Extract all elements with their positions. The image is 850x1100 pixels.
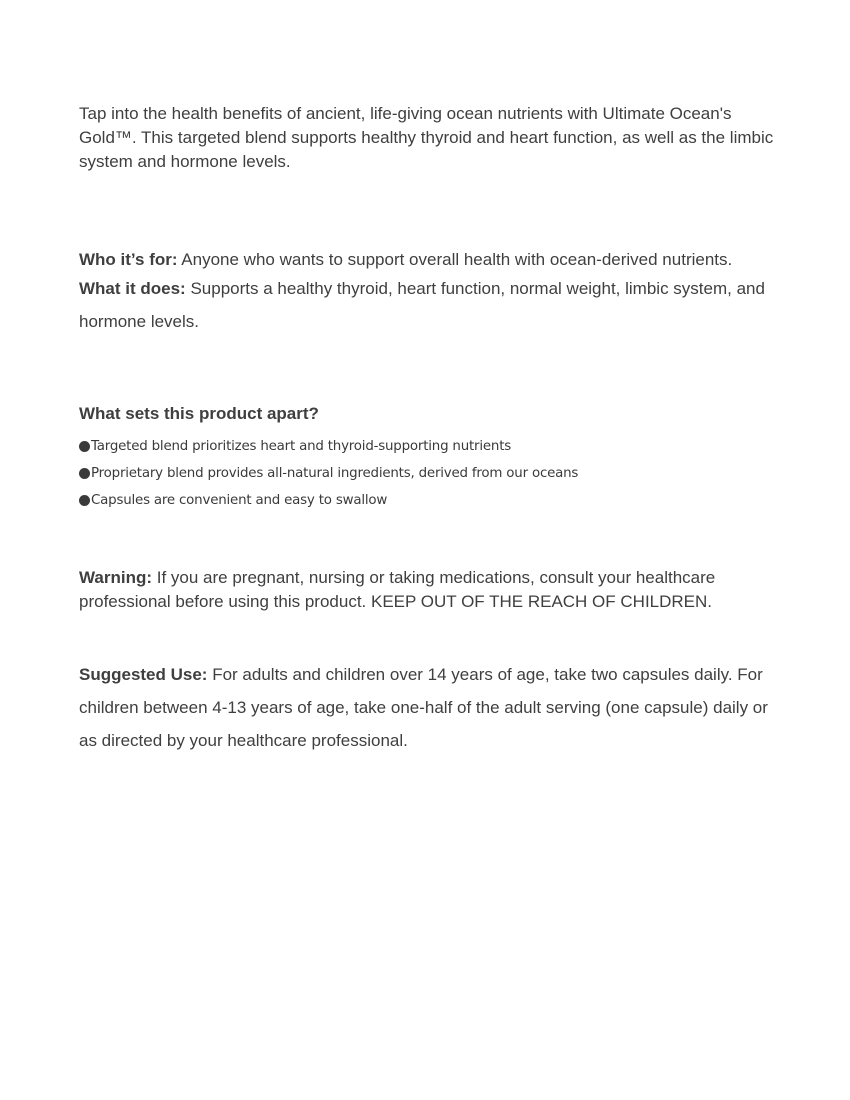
product-apart-heading: What sets this product apart?: [79, 404, 319, 423]
what-it-does-paragraph: [79, 272, 779, 338]
who-its-for-text: Anyone who wants to support overall health with ocean-derived nutrients.: [177, 250, 733, 269]
suggested-use-text: For adults and children over 14 years of age, take two capsules daily. For children between 4-13 years of age, take one-half of the adult serving (one capsule) daily or as directed by your healthcare professional.: [79, 665, 768, 750]
warning-paragraph: [79, 566, 779, 614]
what-it-does-label: What it does:: [79, 279, 186, 298]
warning-text: If you are pregnant, nursing or taking medications, consult your healthcare professional before using this product. KEEP OUT OF THE REACH OF CHILDREN.: [79, 568, 716, 611]
list-item-text: Proprietary blend provides all-natural ingredients, derived from our oceans: [91, 465, 579, 481]
product-apart-list: [79, 433, 779, 514]
list-item: [79, 433, 779, 460]
suggested-use-paragraph: [79, 658, 779, 757]
list-item-text: Capsules are convenient and easy to swallow: [91, 492, 388, 508]
bullet-icon: [79, 468, 90, 479]
list-item: [79, 460, 779, 487]
warning-label: Warning:: [79, 568, 153, 587]
who-its-for-label: Who it’s for:: [79, 250, 178, 269]
what-it-does-text: Supports a healthy thyroid, heart function, normal weight, limbic system, and hormone levels.: [79, 279, 765, 331]
list-item: [79, 487, 779, 514]
bullet-icon: [79, 441, 90, 452]
list-item-text: Targeted blend prioritizes heart and thyroid-supporting nutrients: [91, 438, 512, 454]
intro-paragraph: Tap into the health benefits of ancient, life-giving ocean nutrients with Ultimate Ocean's Gold™. This targeted blend supports healthy thyroid and heart function, as well as the limbic system and hormone levels.: [79, 104, 774, 171]
suggested-use-label: Suggested Use:: [79, 665, 208, 684]
who-its-for-paragraph: [79, 248, 779, 272]
bullet-icon: [79, 495, 90, 506]
